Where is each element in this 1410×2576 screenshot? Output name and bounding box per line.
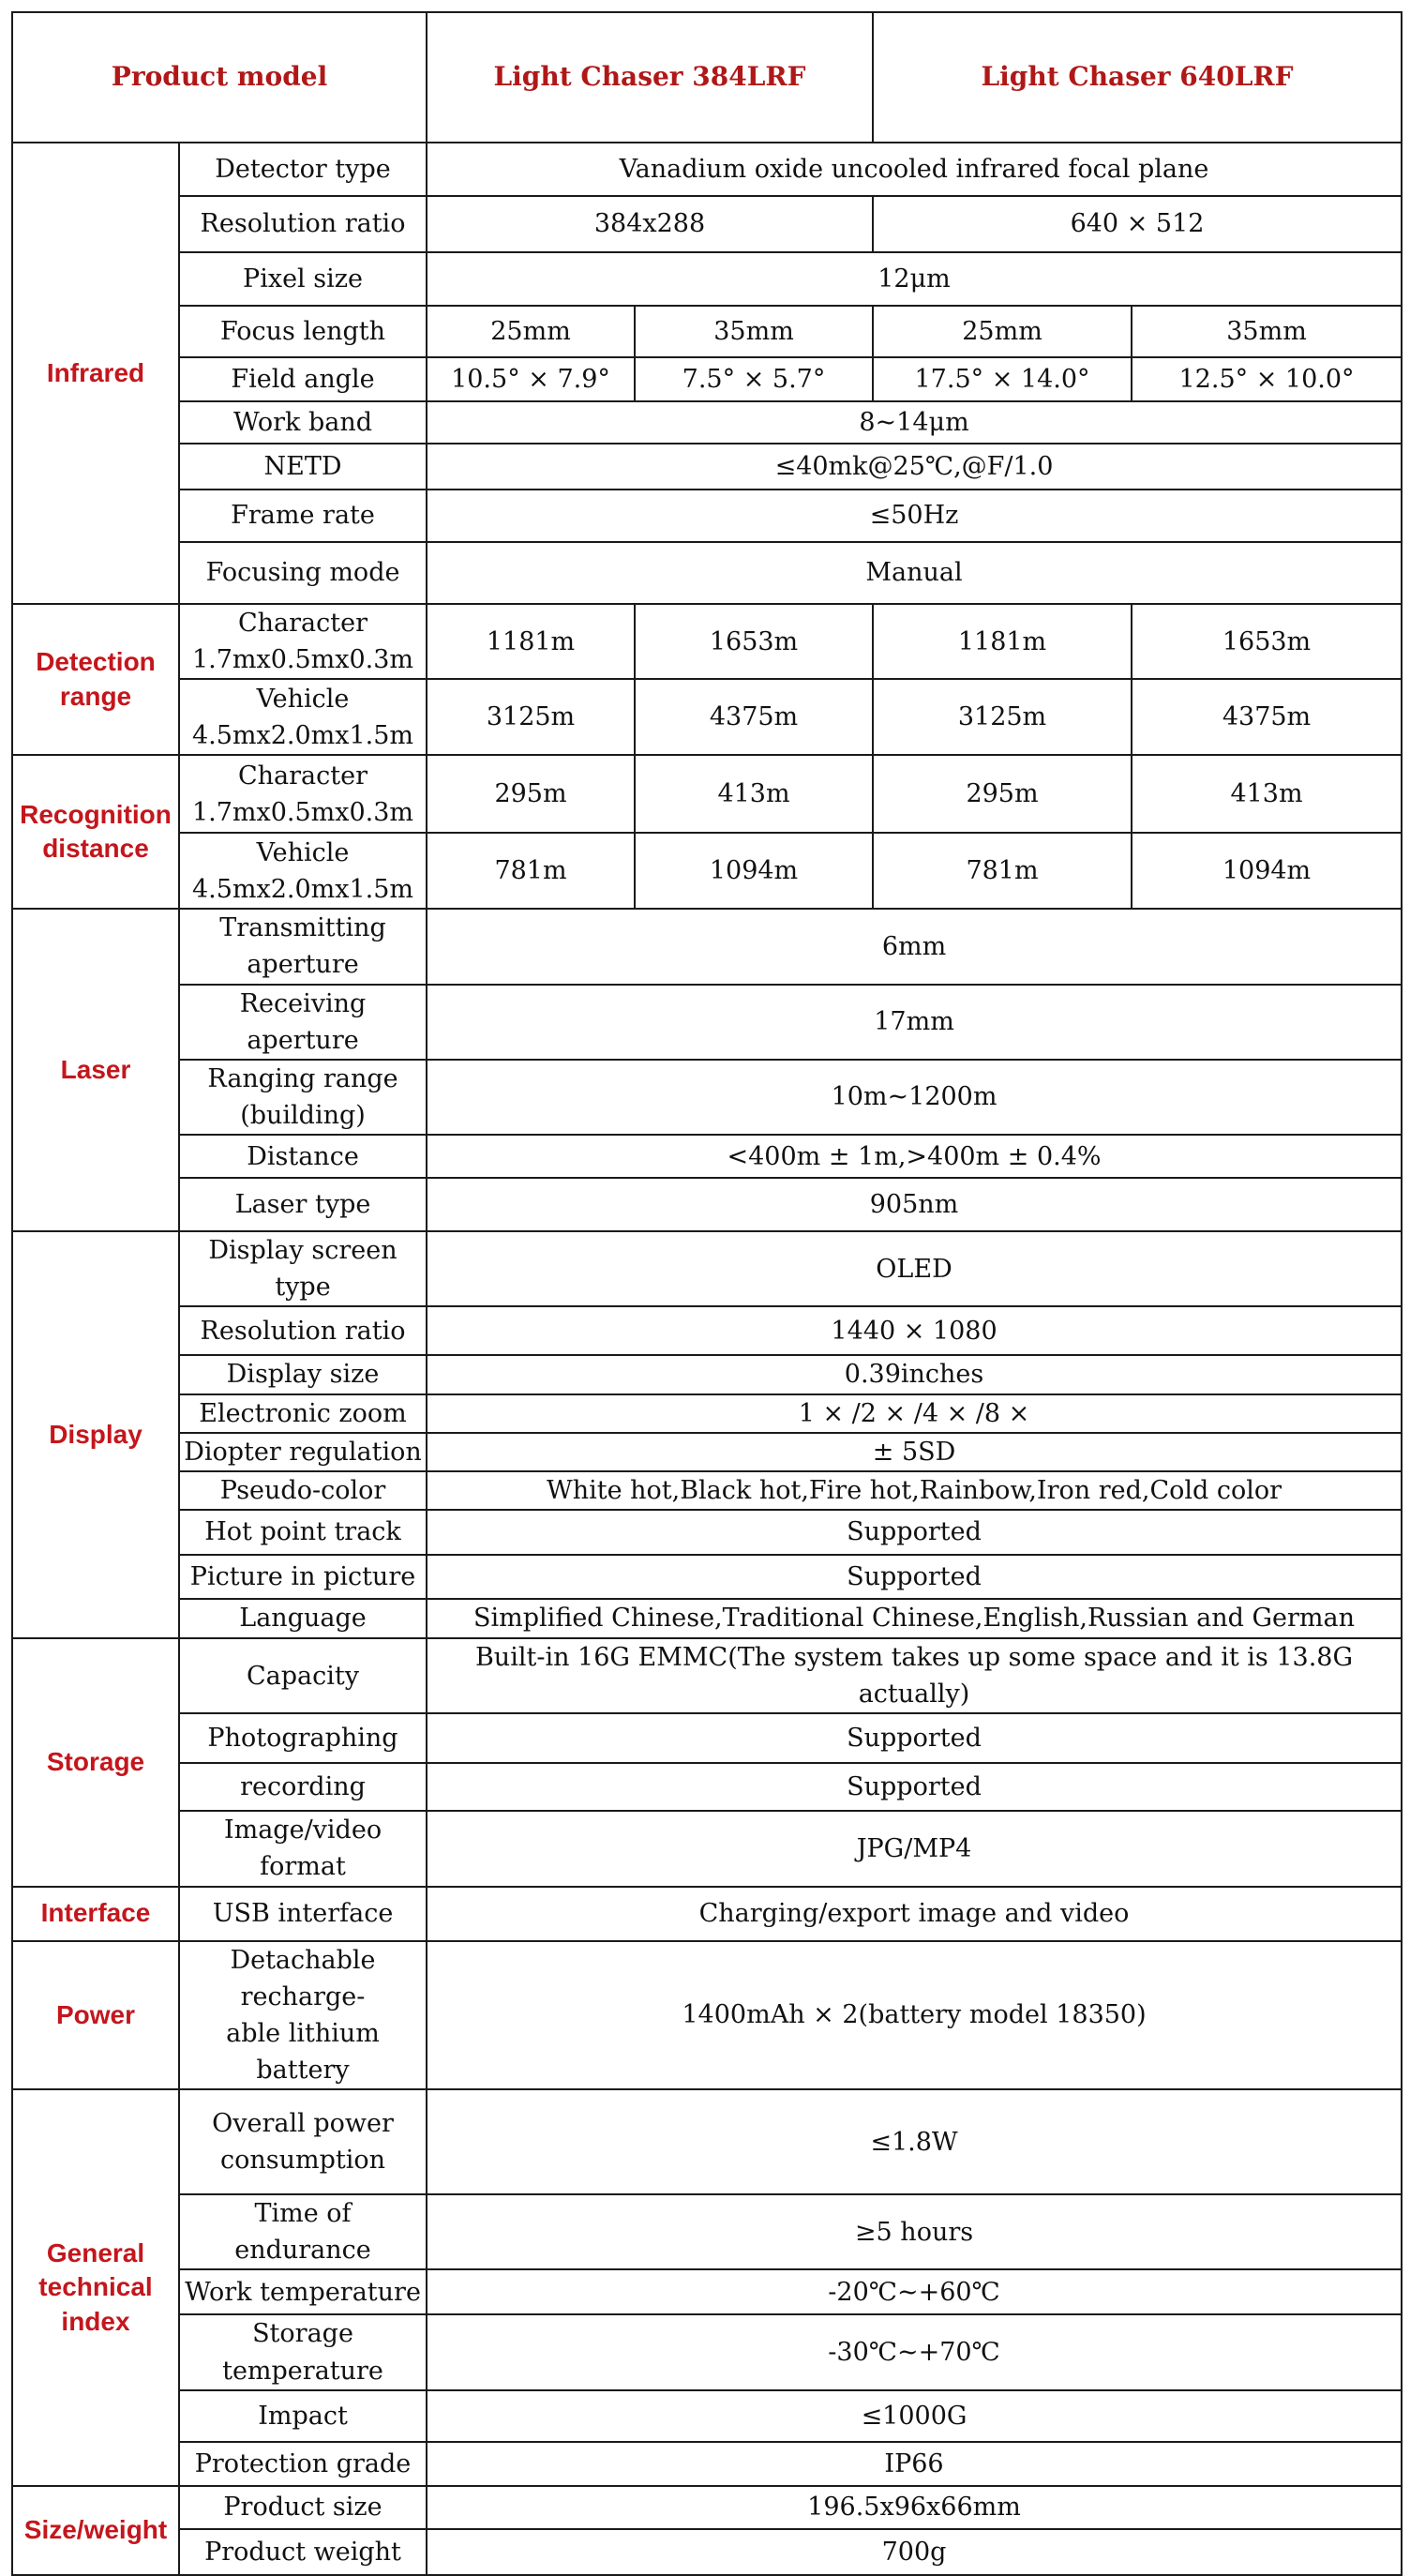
param-label: Character 1.7mx0.5mx0.3m <box>179 755 427 833</box>
spec-value: 384x288 <box>427 196 873 252</box>
param-label: Work temperature <box>179 2269 427 2314</box>
spec-value: 17mm <box>427 985 1402 1060</box>
table-row <box>12 490 1402 542</box>
param-label: Overall power consumption <box>179 2089 427 2194</box>
category-display: Display <box>12 1231 179 1638</box>
param-label: Product weight <box>179 2529 427 2575</box>
spec-value: 4375m <box>1132 679 1402 755</box>
param-label: Picture in picture <box>179 1555 427 1599</box>
param-label: Focus length <box>179 306 427 357</box>
category-detection-range: Detection range <box>12 604 179 755</box>
table-row <box>12 1941 1402 2090</box>
param-label: Receiving aperture <box>179 985 427 1060</box>
param-label: Detachable recharge- able lithium battery <box>179 1941 427 2090</box>
spec-value: 1181m <box>427 604 635 679</box>
param-label: NETD <box>179 444 427 490</box>
param-label: Resolution ratio <box>179 196 427 252</box>
spec-value: 295m <box>427 755 635 833</box>
param-label: Focusing mode <box>179 542 427 604</box>
param-label: Photographing <box>179 1713 427 1763</box>
spec-value: 640 × 512 <box>873 196 1402 252</box>
category-recognition-distance: Recognition distance <box>12 755 179 909</box>
table-row <box>12 1178 1402 1231</box>
product-model-header: Product model <box>12 12 427 143</box>
spec-value: 1094m <box>635 833 873 909</box>
spec-value: Charging/export image and video <box>427 1887 1402 1941</box>
spec-value: ≤1000G <box>427 2390 1402 2442</box>
spec-value: 35mm <box>1132 306 1402 357</box>
spec-value: 1653m <box>635 604 873 679</box>
table-row <box>12 2442 1402 2486</box>
spec-value: ± 5SD <box>427 1433 1402 1471</box>
table-row <box>12 755 1402 833</box>
param-label: USB interface <box>179 1887 427 1941</box>
spec-value: ≤40mk@25℃,@F/1.0 <box>427 444 1402 490</box>
param-label: Display screen type <box>179 1231 427 1306</box>
table-row <box>12 1471 1402 1510</box>
param-label: Pseudo-color <box>179 1471 427 1510</box>
spec-value: <400m ± 1m,>400m ± 0.4% <box>427 1135 1402 1178</box>
spec-value: 413m <box>635 755 873 833</box>
param-label: Display size <box>179 1355 427 1393</box>
spec-value: 10.5° × 7.9° <box>427 357 635 401</box>
category-general-technical-index: General technical index <box>12 2089 179 2486</box>
table-row <box>12 1060 1402 1135</box>
spec-value: 1440 × 1080 <box>427 1306 1402 1355</box>
spec-value: 10m~1200m <box>427 1060 1402 1135</box>
table-row <box>12 252 1402 306</box>
param-label: Laser type <box>179 1178 427 1231</box>
spec-value: OLED <box>427 1231 1402 1306</box>
spec-value: Supported <box>427 1763 1402 1811</box>
table-row <box>12 1433 1402 1471</box>
table-row <box>12 1555 1402 1599</box>
spec-value: -20℃~+60℃ <box>427 2269 1402 2314</box>
spec-value: Built-in 16G EMMC(The system takes up some space and it is 13.8G actually) <box>427 1638 1402 1713</box>
table-row <box>12 2194 1402 2269</box>
category-power: Power <box>12 1941 179 2090</box>
param-label: Hot point track <box>179 1510 427 1555</box>
table-row <box>12 604 1402 679</box>
table-row <box>12 357 1402 401</box>
param-label: Image/video format <box>179 1811 427 1886</box>
spec-value: 295m <box>873 755 1132 833</box>
spec-value: 12.5° × 10.0° <box>1132 357 1402 401</box>
param-label: Field angle <box>179 357 427 401</box>
spec-value: Supported <box>427 1713 1402 1763</box>
spec-value: 25mm <box>873 306 1132 357</box>
param-label: Vehicle 4.5mx2.0mx1.5m <box>179 679 427 755</box>
spec-value: 4375m <box>635 679 873 755</box>
param-label: Diopter regulation <box>179 1433 427 1471</box>
param-label: Pixel size <box>179 252 427 306</box>
spec-value: 35mm <box>635 306 873 357</box>
table-row <box>12 401 1402 444</box>
model-a-header: Light Chaser 384LRF <box>427 12 873 143</box>
spec-value: Vanadium oxide uncooled infrared focal plane <box>427 143 1402 196</box>
table-row <box>12 306 1402 357</box>
spec-value: ≥5 hours <box>427 2194 1402 2269</box>
param-label: Storage temperature <box>179 2314 427 2389</box>
spec-value: Manual <box>427 542 1402 604</box>
param-label: Vehicle 4.5mx2.0mx1.5m <box>179 833 427 909</box>
table-row <box>12 1599 1402 1638</box>
table-row <box>12 1355 1402 1393</box>
header-row <box>12 12 1402 143</box>
spec-value: JPG/MP4 <box>427 1811 1402 1886</box>
param-label: Transmitting aperture <box>179 909 427 984</box>
spec-value: 905nm <box>427 1178 1402 1231</box>
param-label: recording <box>179 1763 427 1811</box>
spec-value: 7.5° × 5.7° <box>635 357 873 401</box>
spec-value: 781m <box>427 833 635 909</box>
category-size-weight: Size/weight <box>12 2486 179 2575</box>
model-b-header: Light Chaser 640LRF <box>873 12 1402 143</box>
spec-value: 1653m <box>1132 604 1402 679</box>
param-label: Resolution ratio <box>179 1306 427 1355</box>
spec-value: IP66 <box>427 2442 1402 2486</box>
table-row <box>12 1713 1402 1763</box>
table-row <box>12 1231 1402 1306</box>
spec-value: 1181m <box>873 604 1132 679</box>
spec-value: 12μm <box>427 252 1402 306</box>
table-row <box>12 1135 1402 1178</box>
table-row <box>12 1306 1402 1355</box>
spec-table <box>11 11 1402 2576</box>
table-row <box>12 1887 1402 1941</box>
param-label: Distance <box>179 1135 427 1178</box>
spec-value: 700g <box>427 2529 1402 2575</box>
table-row <box>12 833 1402 909</box>
table-row <box>12 2314 1402 2389</box>
table-row <box>12 1510 1402 1555</box>
spec-value: White hot,Black hot,Fire hot,Rainbow,Iron red,Cold color <box>427 1471 1402 1510</box>
table-row <box>12 985 1402 1060</box>
spec-value: 781m <box>873 833 1132 909</box>
spec-value: 3125m <box>427 679 635 755</box>
table-row <box>12 2486 1402 2529</box>
param-label: Capacity <box>179 1638 427 1713</box>
table-row <box>12 909 1402 984</box>
spec-value: 1400mAh × 2(battery model 18350) <box>427 1941 1402 2090</box>
param-label: Product size <box>179 2486 427 2529</box>
table-row <box>12 1811 1402 1886</box>
spec-value: 17.5° × 14.0° <box>873 357 1132 401</box>
spec-value: 1 × /2 × /4 × /8 × <box>427 1394 1402 1433</box>
spec-value: Supported <box>427 1510 1402 1555</box>
param-label: Time of endurance <box>179 2194 427 2269</box>
spec-value: 25mm <box>427 306 635 357</box>
param-label: Character 1.7mx0.5mx0.3m <box>179 604 427 679</box>
param-label: Electronic zoom <box>179 1394 427 1433</box>
param-label: Ranging range (building) <box>179 1060 427 1135</box>
spec-value: 413m <box>1132 755 1402 833</box>
table-row <box>12 143 1402 196</box>
table-row <box>12 1638 1402 1713</box>
category-laser: Laser <box>12 909 179 1231</box>
table-row <box>12 2269 1402 2314</box>
table-row <box>12 2089 1402 2194</box>
param-label: Detector type <box>179 143 427 196</box>
spec-value: ≤50Hz <box>427 490 1402 542</box>
table-row <box>12 196 1402 252</box>
table-row <box>12 542 1402 604</box>
spec-value: 6mm <box>427 909 1402 984</box>
spec-value: 8~14μm <box>427 401 1402 444</box>
spec-value: 196.5x96x66mm <box>427 2486 1402 2529</box>
table-row <box>12 1394 1402 1433</box>
param-label: Language <box>179 1599 427 1638</box>
table-row <box>12 1763 1402 1811</box>
table-row <box>12 2390 1402 2442</box>
spec-value: Simplified Chinese,Traditional Chinese,English,Russian and German <box>427 1599 1402 1638</box>
param-label: Protection grade <box>179 2442 427 2486</box>
category-storage: Storage <box>12 1638 179 1887</box>
spec-value: 1094m <box>1132 833 1402 909</box>
spec-value: -30℃~+70℃ <box>427 2314 1402 2389</box>
table-row <box>12 679 1402 755</box>
spec-value: 3125m <box>873 679 1132 755</box>
table-row <box>12 2529 1402 2575</box>
table-row <box>12 444 1402 490</box>
spec-value: Supported <box>427 1555 1402 1599</box>
category-infrared: Infrared <box>12 143 179 604</box>
param-label: Work band <box>179 401 427 444</box>
spec-value: 0.39inches <box>427 1355 1402 1393</box>
param-label: Impact <box>179 2390 427 2442</box>
category-interface: Interface <box>12 1887 179 1941</box>
spec-value: ≤1.8W <box>427 2089 1402 2194</box>
param-label: Frame rate <box>179 490 427 542</box>
